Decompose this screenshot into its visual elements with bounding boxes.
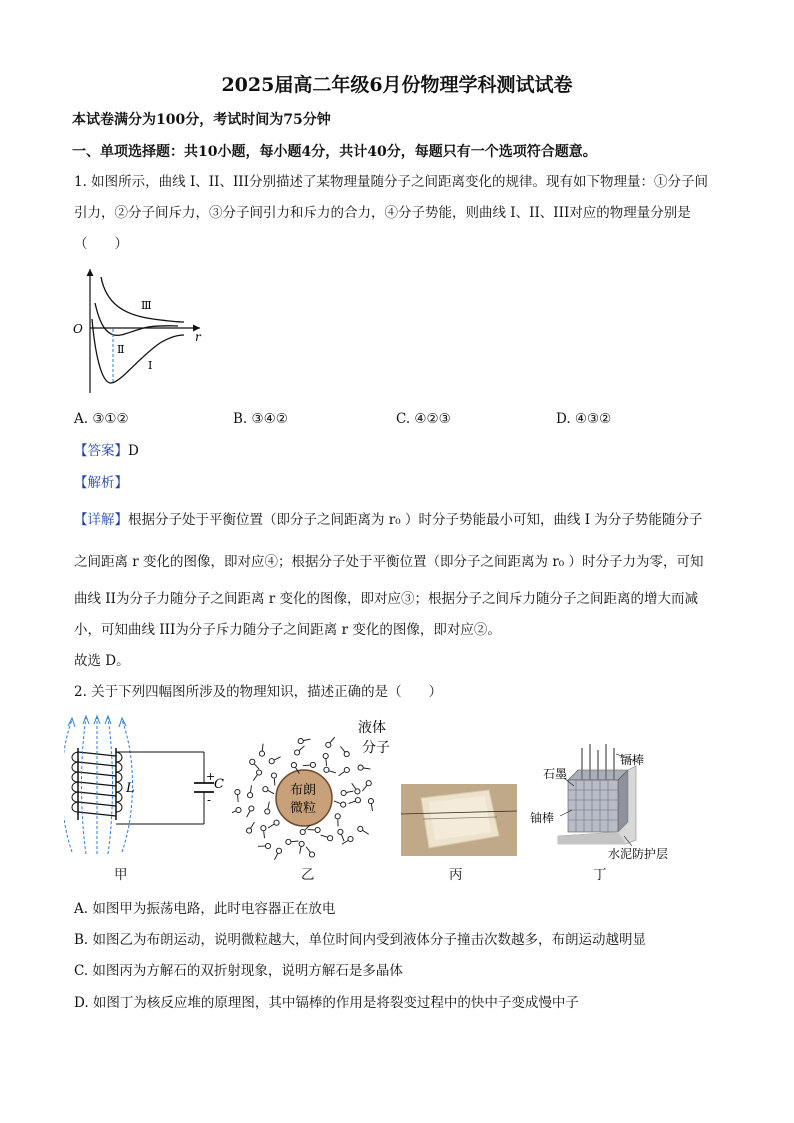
cadmium-rod-label: 镉棒 xyxy=(620,753,645,767)
liquid-molecule xyxy=(341,802,346,807)
molecule-motion-arrow xyxy=(275,854,278,860)
liquid-molecule xyxy=(295,750,300,755)
molecule-motion-arrow xyxy=(232,811,236,814)
q1-option-c: C. ④②③ xyxy=(396,411,451,427)
liquid-molecule xyxy=(335,814,340,819)
liquid-molecule xyxy=(344,752,349,757)
liquid-molecule xyxy=(236,807,241,812)
liquid-molecule xyxy=(355,798,360,803)
liquid-molecule xyxy=(271,773,276,778)
q2-stem: 2. 关于下列四幅图所涉及的物理知识，描述正确的是（ ） xyxy=(74,684,443,700)
liquid-molecule xyxy=(323,753,328,758)
q1-detail-text1: 根据分子处于平衡位置（即分子之间距离为 r₀ ）时分子势能最小可知，曲线 I 为分子势能随分子 xyxy=(128,512,703,528)
particle-label-1: 布朗 xyxy=(290,783,317,798)
liquid-label-1: 液体 xyxy=(358,720,386,736)
concrete-label: 水泥防护层 xyxy=(608,847,669,860)
liquid-molecule xyxy=(265,843,270,848)
molecule-motion-arrow xyxy=(362,786,366,792)
q1-option-d: D. ④③② xyxy=(556,411,612,427)
q1-option-a: A. ③①② xyxy=(74,411,129,427)
q1-conclusion: 故选 D。 xyxy=(74,653,130,669)
section-heading: 一、单项选择题：共10小题，每小题4分，共计40分，每题只有一个选项符合题意。 xyxy=(72,144,597,160)
liquid-molecule xyxy=(269,759,274,764)
q2-option-c: C. 如图丙为方解石的双折射现象，说明方解石是多晶体 xyxy=(74,963,403,979)
page-title: 2025届高二年级6月份物理学科测试试卷 xyxy=(221,74,573,96)
analysis-tag: 【解析】 xyxy=(74,475,128,491)
molecule-motion-arrow xyxy=(264,831,265,838)
exam-info: 本试卷满分为100分，考试时间为75分钟 xyxy=(72,112,331,128)
liquid-molecule xyxy=(259,751,264,756)
liquid-molecule xyxy=(265,809,270,814)
molecule-motion-arrow xyxy=(364,768,371,769)
liquid-molecule xyxy=(338,829,343,834)
q1-answer xyxy=(74,441,139,461)
liquid-molecule xyxy=(344,767,349,772)
molecule-motion-arrow xyxy=(291,841,298,842)
molecule-motion-arrow xyxy=(274,757,280,760)
molecule-motion-arrow xyxy=(342,835,345,842)
liquid-molecule xyxy=(261,826,266,831)
liquid-molecule xyxy=(286,839,291,844)
molecule-motion-arrow xyxy=(371,804,372,811)
liquid-molecule xyxy=(248,793,253,798)
liquid-molecule xyxy=(348,836,353,841)
fig-bing-caption: 丙 xyxy=(449,867,463,883)
q1-curve-graph xyxy=(68,263,218,398)
q1-stem-line3: （ ） xyxy=(74,236,128,252)
molecule-motion-arrow xyxy=(340,746,344,751)
molecule-motion-arrow xyxy=(347,791,354,792)
liquid-label-2: 分子 xyxy=(362,740,390,756)
q1-detail-line1 xyxy=(74,510,702,530)
curve-II-label: Ⅱ xyxy=(117,343,125,356)
answer-value: D xyxy=(128,443,139,459)
graphite-core xyxy=(568,780,618,832)
molecule-motion-arrow xyxy=(299,746,304,751)
molecule-motion-arrow xyxy=(330,737,335,742)
molecule-motion-arrow xyxy=(352,783,356,789)
liquid-molecule xyxy=(298,739,303,744)
molecule-motion-arrow xyxy=(349,801,356,803)
liquid-molecule xyxy=(324,767,329,772)
origin-label: O xyxy=(73,322,83,336)
liquid-molecule xyxy=(263,787,268,792)
molecule-motion-arrow xyxy=(238,795,239,802)
liquid-molecule xyxy=(341,790,346,795)
q1-detail-line4: 小，可知曲线 III为分子斥力随分子之间距离 r 变化的图像，即对应②。 xyxy=(74,622,501,638)
q2-option-d: D. 如图丁为核反应堆的原理图，其中镉棒的作用是将裂变过程中的快中子变成慢中子 xyxy=(74,995,579,1011)
molecule-motion-arrow xyxy=(321,835,328,837)
fig-jia-lc-circuit xyxy=(64,712,224,860)
fig-yi-caption: 乙 xyxy=(301,867,315,883)
q1-detail-line2: 之间距离 r 变化的图像，即对应④；根据分子处于平衡位置（即分子之间距离为 r₀ ）时分子力为零，可知 xyxy=(74,554,704,570)
curve-II xyxy=(95,303,178,335)
liquid-molecule xyxy=(235,789,240,794)
liquid-molecule xyxy=(355,789,360,794)
inductor-label: L xyxy=(126,781,135,796)
liquid-molecule xyxy=(299,841,304,846)
liquid-molecule xyxy=(300,829,305,834)
liquid-molecule xyxy=(358,765,363,770)
fig-ding-reactor-diagram xyxy=(528,740,688,860)
liquid-molecule xyxy=(249,806,254,811)
molecule-motion-arrow xyxy=(254,764,259,769)
r-axis-label: r xyxy=(195,330,201,344)
q2-option-b: B. 如图乙为布朗运动，说明微粒越大，单位时间内受到液体分子撞击次数越多，布朗运动越明显 xyxy=(74,932,647,948)
fig-ding-caption: 丁 xyxy=(593,867,607,883)
brownian-particle xyxy=(276,770,332,826)
liquid-molecule xyxy=(274,820,279,825)
molecule-motion-arrow xyxy=(268,802,269,809)
minus-sign: - xyxy=(207,793,212,807)
molecule-motion-arrow xyxy=(306,847,310,853)
curve-III-label: Ⅲ xyxy=(141,299,152,312)
molecule-motion-arrow xyxy=(251,822,255,828)
fig-jia-caption: 甲 xyxy=(114,867,128,883)
q1-stem-line1: 1. 如图所示，曲线 I、II、III分别描述了某物理量随分子之间距离变化的规律。现有如下物理量：①分子间 xyxy=(74,174,708,190)
plus-sign: + xyxy=(206,770,216,783)
molecule-motion-arrow xyxy=(300,847,301,854)
liquid-molecule xyxy=(315,827,320,832)
molecule-motion-arrow xyxy=(262,744,263,751)
curve-I xyxy=(92,319,184,383)
liquid-molecule xyxy=(309,852,314,857)
molecule-motion-arrow xyxy=(339,772,345,776)
q1-stem-line2: 引力，②分子间斥力，③分子间引力和斥力的合力，④分子势能，则曲线 I、II、III对应的物理量分别是 xyxy=(74,205,691,221)
q1-option-b: B. ③④② xyxy=(233,411,288,427)
liquid-molecule xyxy=(366,781,371,786)
liquid-molecule xyxy=(247,828,252,833)
molecule-motion-arrow xyxy=(251,785,252,792)
liquid-molecule xyxy=(257,770,262,775)
liquid-molecule xyxy=(291,763,296,768)
molecule-motion-arrow xyxy=(253,775,257,781)
molecule-motion-arrow xyxy=(268,824,274,828)
curve-I-label: Ⅰ xyxy=(148,359,153,372)
molecule-motion-arrow xyxy=(304,739,311,740)
liquid-molecule xyxy=(358,826,363,831)
liquid-molecule xyxy=(368,799,373,804)
detail-tag: 【详解】 xyxy=(74,512,128,528)
q2-option-a: A. 如图甲为振荡电路，此时电容器正在放电 xyxy=(74,901,336,917)
uranium-rod-label: 铀棒 xyxy=(530,811,555,825)
molecule-motion-arrow xyxy=(303,765,310,766)
liquid-molecule xyxy=(276,848,281,853)
fig-yi-brownian-motion xyxy=(232,712,402,860)
liquid-molecule xyxy=(326,742,331,747)
liquid-molecule xyxy=(310,762,315,767)
molecule-motion-arrow xyxy=(247,811,250,817)
liquid-molecule xyxy=(250,759,255,764)
molecule-motion-arrow xyxy=(274,779,275,786)
answer-tag: 【答案】 xyxy=(74,443,128,459)
molecule-motion-arrow xyxy=(334,801,340,804)
q1-detail-line3: 曲线 II为分子力随分子之间距离 r 变化的图像，即对应③；根据分子之间斥力随分子之间距离的增大而减 xyxy=(74,591,698,607)
particle-label-2: 微粒 xyxy=(290,801,317,816)
graphite-label: 石墨 xyxy=(543,767,568,781)
capacitor-label: C xyxy=(214,777,224,792)
molecule-motion-arrow xyxy=(268,791,274,794)
molecule-motion-arrow xyxy=(342,841,348,845)
fig-bing-calcite-photo xyxy=(401,784,517,856)
molecule-motion-arrow xyxy=(329,771,336,773)
liquid-molecule xyxy=(328,836,333,841)
molecule-motion-arrow xyxy=(326,759,327,766)
molecule-motion-arrow xyxy=(363,831,369,835)
